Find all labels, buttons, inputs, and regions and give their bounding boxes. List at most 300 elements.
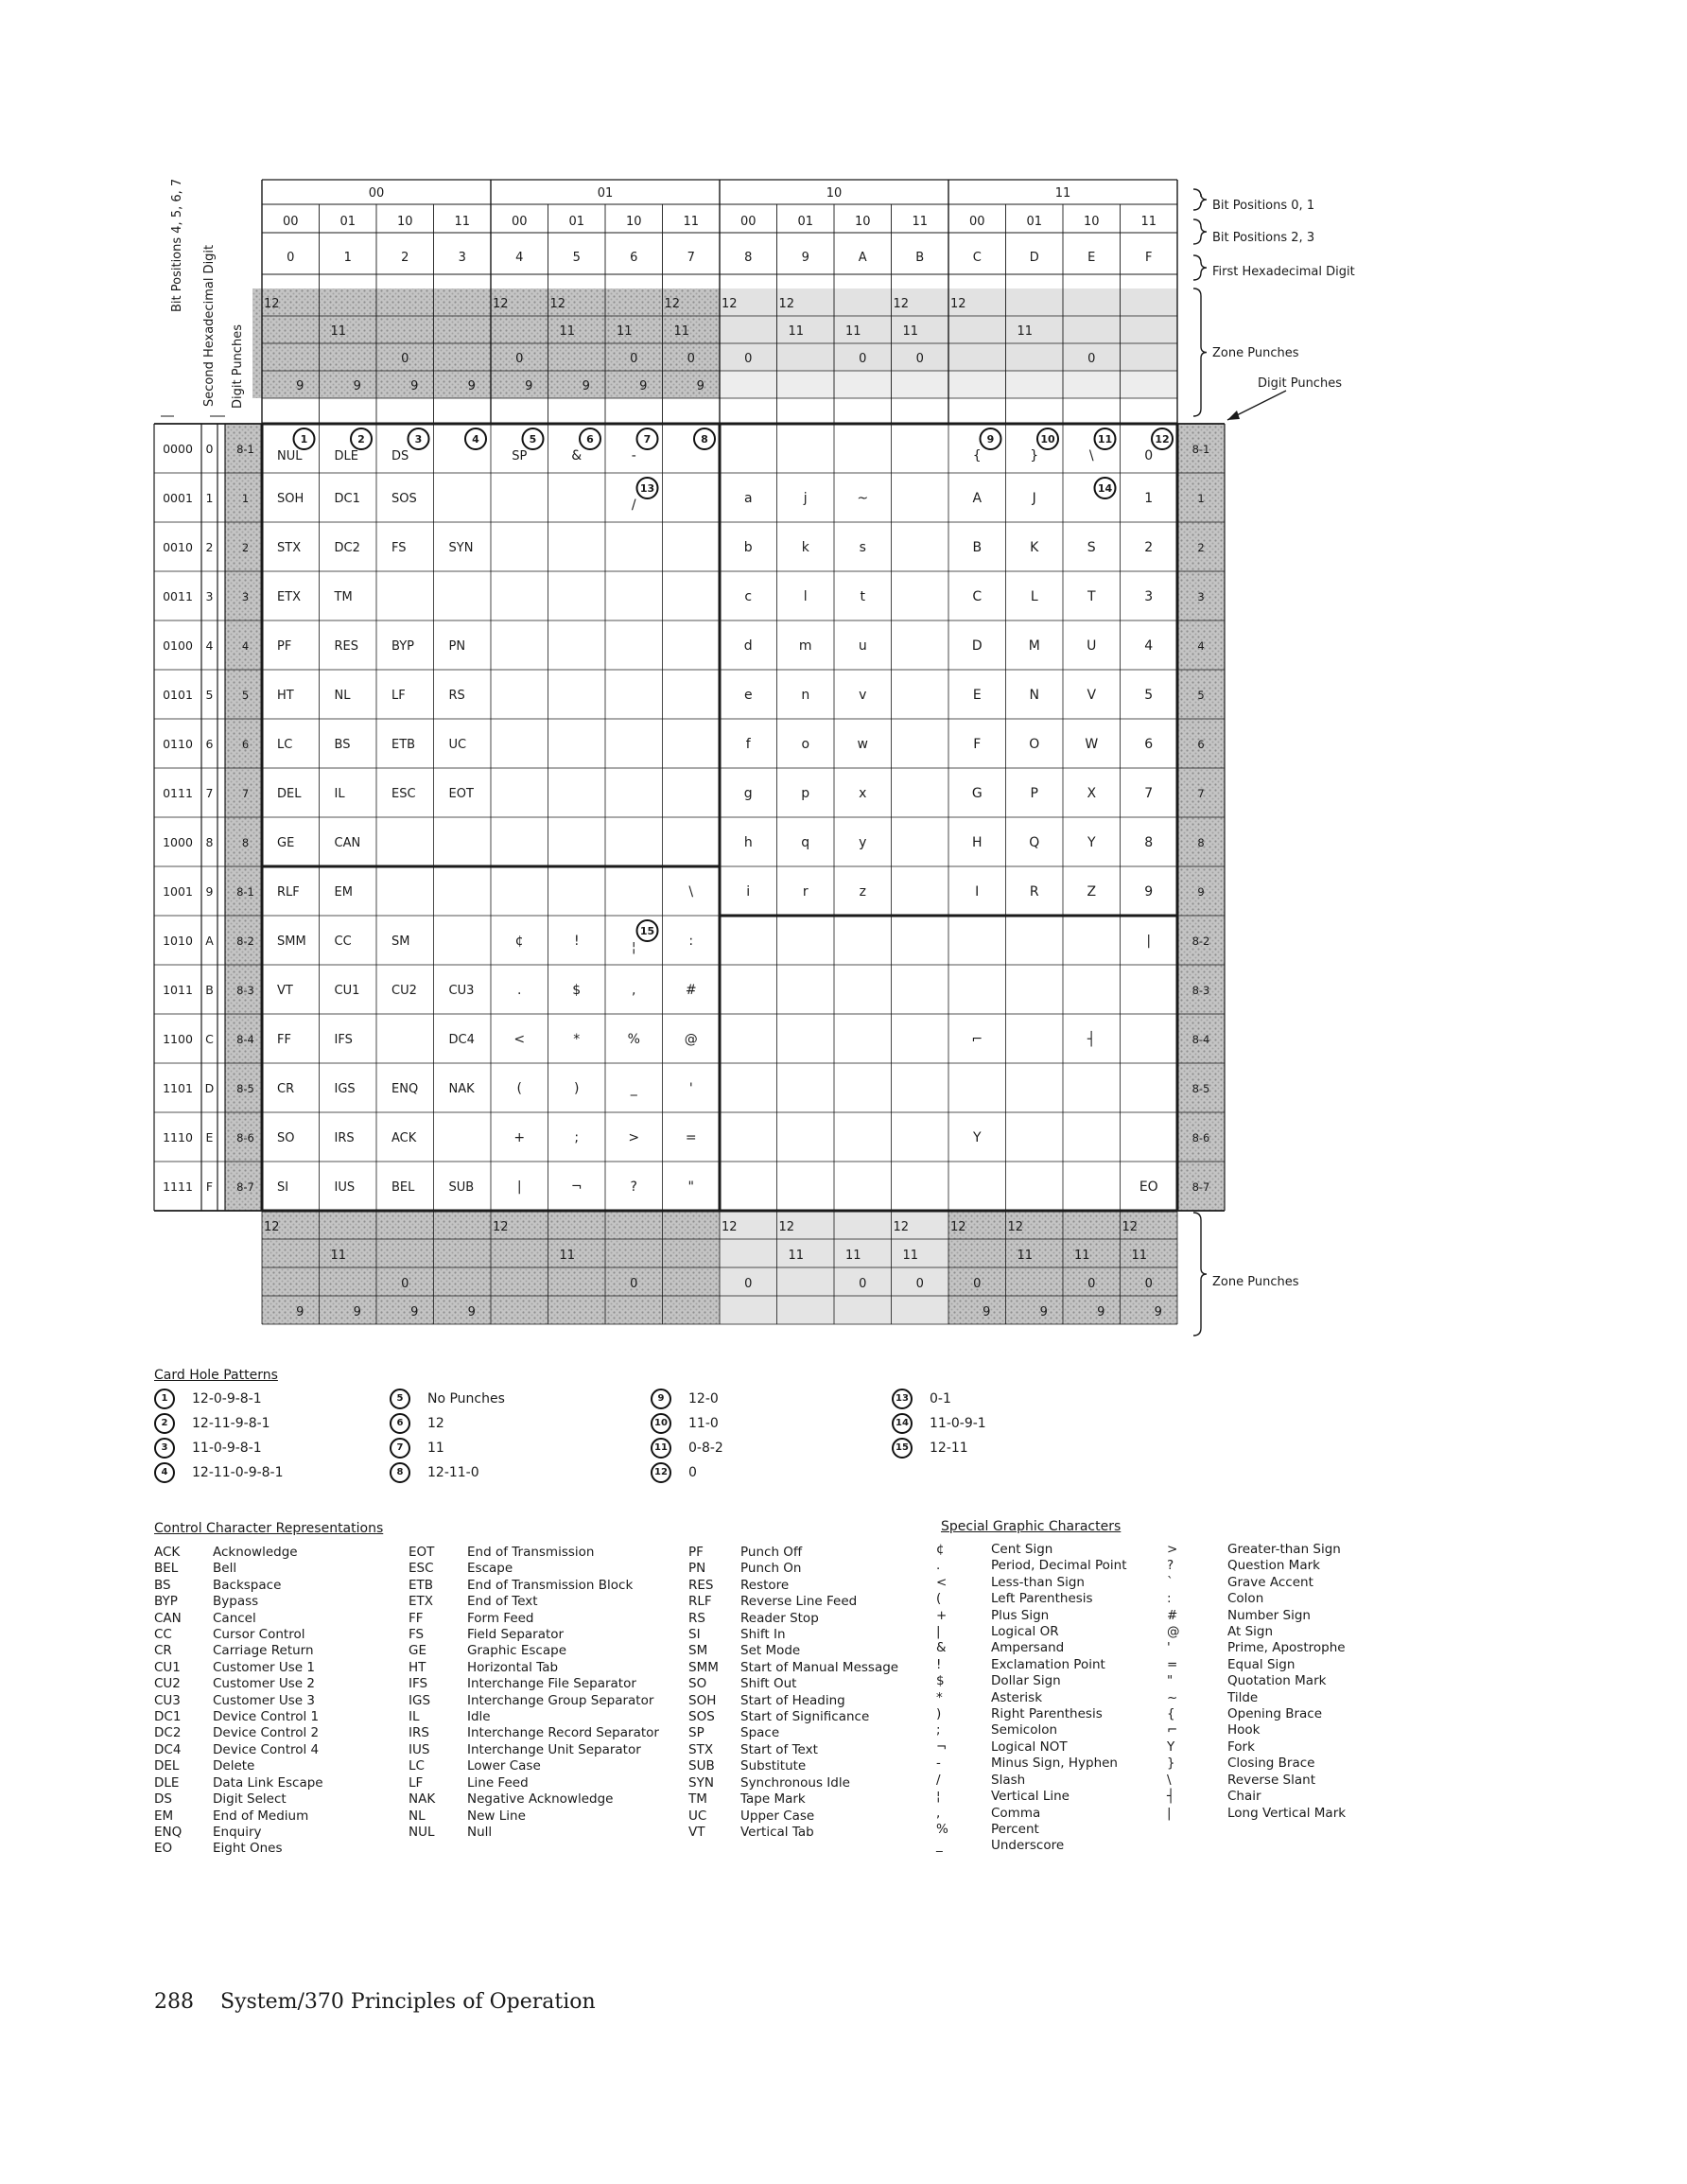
legend-key: PN: [688, 1561, 706, 1577]
page-footer: [154, 1990, 596, 2014]
legend-row: [154, 1775, 323, 1791]
digit-punch-value: 8-5: [236, 1082, 254, 1095]
digit-punches-side-label: Digit Punches: [231, 324, 245, 409]
bits-4567-value: 0001: [163, 491, 193, 505]
note-marker: 6: [390, 1413, 410, 1434]
legend-row: [409, 1545, 659, 1561]
code-cell: DC2: [334, 541, 360, 555]
note-marker-number: 5: [529, 433, 537, 446]
top-zone-punch: 11: [616, 324, 633, 339]
code-cell: SOH: [277, 492, 304, 506]
code-cell: NAK: [448, 1082, 475, 1096]
code-cell: k: [801, 540, 809, 555]
digit-punch-right-value: 8-5: [1191, 1082, 1210, 1095]
code-cell: BS: [334, 738, 351, 752]
top-zone-punch: 12: [263, 297, 280, 311]
card-hole-item: [651, 1413, 719, 1434]
code-cell: b: [743, 540, 753, 555]
legend-desc: Carriage Return: [213, 1643, 314, 1659]
legend-key: _: [936, 1838, 943, 1854]
legend-key: BYP: [154, 1594, 178, 1610]
legend-key: STX: [688, 1741, 714, 1757]
legend-row: [154, 1758, 323, 1774]
code-cell: RES: [334, 639, 358, 654]
bottom-zone-punch: 11: [330, 1249, 347, 1263]
code-cell: ¦: [631, 940, 636, 955]
code-cell: BYP: [391, 639, 414, 654]
legend-desc: Grave Accent: [1227, 1574, 1313, 1590]
code-cell: \: [1088, 448, 1094, 463]
digit-punch-right-value: 8-2: [1191, 935, 1210, 948]
note-marker-number: 3: [414, 433, 423, 446]
bottom-zone-punch: 0: [1087, 1277, 1096, 1291]
legend-key: CU3: [154, 1692, 181, 1708]
bottom-zone-punch: 0: [1144, 1277, 1153, 1291]
legend-key: BS: [154, 1577, 171, 1593]
legend-row: [688, 1660, 898, 1676]
card-hole-pattern: 0-8-2: [688, 1441, 723, 1456]
card-hole-item: [892, 1438, 968, 1459]
legend-key: &: [936, 1640, 947, 1656]
code-cell: SMM: [277, 935, 306, 949]
code-cell: EM: [334, 885, 353, 900]
bits-4567-value: 0100: [163, 638, 193, 653]
top-zone-punch: 0: [630, 352, 638, 366]
code-cell: ;: [574, 1130, 580, 1145]
bit23-value: 11: [454, 215, 471, 229]
bottom-zone-punch: 11: [844, 1249, 861, 1263]
control-chars-title: Control Character Representations: [154, 1521, 384, 1536]
note-marker-number: 11: [1097, 433, 1113, 446]
bottom-zone-punch: 0: [973, 1277, 982, 1291]
special-chars-title: Special Graphic Characters: [941, 1519, 1122, 1534]
code-cell: FS: [391, 541, 407, 555]
legend-desc: Shift Out: [740, 1676, 797, 1692]
bottom-zone-punch: 0: [401, 1277, 409, 1291]
digit-punch-right-value: 8-3: [1191, 984, 1210, 997]
code-cell: 6: [1144, 737, 1154, 752]
bits-4567-value: 1010: [163, 934, 193, 948]
legend-desc: Equal Sign: [1227, 1656, 1296, 1672]
legend-row: [1167, 1608, 1346, 1624]
legend-key: SUB: [688, 1758, 715, 1774]
digit-punch-right-value: 7: [1197, 787, 1205, 800]
legend-row: [688, 1561, 898, 1577]
legend-desc: Comma: [991, 1805, 1041, 1821]
legend-desc: Restore: [740, 1577, 790, 1593]
legend-desc: Field Separator: [467, 1627, 565, 1643]
code-cell: u: [858, 638, 867, 654]
legend-desc: Upper Case: [740, 1808, 815, 1824]
digit-punch-right-value: 9: [1197, 885, 1205, 899]
legend-row: [409, 1758, 659, 1774]
legend-desc: Cent Sign: [991, 1542, 1053, 1557]
legend-row: [936, 1542, 1127, 1558]
bit23-value: 00: [968, 215, 985, 229]
note-marker-number: 4: [472, 433, 479, 446]
code-cell: DS: [391, 449, 409, 463]
legend-row: [936, 1608, 1127, 1624]
digit-punch-value: 1: [241, 492, 250, 505]
code-cell: DLE: [334, 449, 358, 463]
legend-key: #: [1167, 1607, 1178, 1623]
code-cell: s: [859, 540, 866, 555]
legend-key: |: [1167, 1805, 1172, 1821]
code-cell: |: [516, 1179, 522, 1195]
legend-key: FS: [409, 1627, 425, 1643]
code-cell: q: [801, 835, 810, 850]
legend-desc: Enquiry: [213, 1824, 262, 1840]
first-hex-value: 1: [343, 251, 352, 265]
second-hex-value: 4: [205, 638, 214, 653]
legend-desc: Graphic Escape: [467, 1643, 567, 1659]
code-cell: 8: [1144, 835, 1154, 850]
code-cell: VT: [277, 984, 293, 998]
top-zone-punch: 12: [492, 297, 509, 311]
code-cell: IRS: [334, 1131, 355, 1145]
second-hex-value: E: [205, 1130, 214, 1144]
code-cell: _: [630, 1081, 637, 1096]
code-cell: Z: [1087, 884, 1097, 900]
legend-desc: Slash: [991, 1772, 1026, 1788]
code-cell: z: [859, 884, 866, 900]
brace-bit23: [1193, 219, 1207, 244]
bit23-value: 11: [1140, 215, 1157, 229]
bit23-value: 10: [1083, 215, 1100, 229]
legend-desc: Idle: [467, 1709, 491, 1725]
legend-desc: Hook: [1227, 1722, 1261, 1738]
code-cell: 4: [1144, 638, 1154, 654]
code-cell: =: [685, 1130, 697, 1145]
legend-row: [409, 1693, 659, 1709]
top-zone-punch: 9: [410, 379, 419, 393]
legend-row: [1167, 1789, 1346, 1805]
legend-row: [154, 1725, 323, 1741]
second-hex-value: 8: [205, 835, 214, 849]
code-cell: J: [1032, 491, 1036, 506]
legend-row: [154, 1808, 323, 1825]
legend-row: [936, 1673, 1127, 1689]
legend-row: [409, 1825, 659, 1841]
code-cell: 0: [1144, 448, 1154, 463]
legend-key: SYN: [688, 1774, 714, 1791]
legend-row: [936, 1640, 1127, 1656]
note-marker-number: 1: [300, 433, 308, 446]
legend-key: NAK: [409, 1791, 436, 1808]
legend-desc: Less-than Sign: [991, 1574, 1085, 1590]
top-zone-punch: 11: [330, 324, 347, 339]
legend-key: IUS: [409, 1741, 430, 1757]
first-hex-value: 5: [572, 251, 581, 265]
top-zone-punch: 12: [664, 297, 681, 311]
code-cell: ~: [857, 491, 869, 506]
top-zone-punch: 9: [696, 379, 704, 393]
card-hole-pattern: No Punches: [427, 1391, 505, 1406]
code-cell: (: [516, 1081, 522, 1096]
top-zone-punch: 0: [687, 352, 695, 366]
bit23-value: 10: [396, 215, 413, 229]
legend-key: ": [1167, 1673, 1174, 1689]
legend-key: UC: [688, 1808, 707, 1824]
legend-key: NL: [409, 1808, 426, 1824]
legend-key: CR: [154, 1643, 172, 1659]
code-cell: N: [1029, 688, 1039, 703]
legend-row: [688, 1808, 898, 1825]
digit-punch-right-value: 2: [1197, 541, 1205, 554]
bottom-zone-punch: 12: [263, 1220, 280, 1234]
legend-desc: Punch Off: [740, 1545, 803, 1560]
legend-desc: Plus Sign: [991, 1607, 1050, 1623]
code-cell: %: [627, 1032, 640, 1047]
legend-row: [1167, 1575, 1346, 1591]
legend-key: RS: [688, 1610, 705, 1626]
legend-key: ETX: [409, 1594, 434, 1610]
card-hole-item: [390, 1413, 444, 1434]
legend-desc: Start of Significance: [740, 1709, 870, 1725]
legend-row: [1167, 1558, 1346, 1574]
second-hex-value: D: [204, 1081, 215, 1095]
digit-punch-right-value: 8: [1197, 836, 1205, 849]
legend-row: [688, 1545, 898, 1561]
code-cell: p: [801, 786, 810, 801]
legend-desc: Period, Decimal Point: [991, 1558, 1127, 1574]
legend-desc: Prime, Apostrophe: [1227, 1640, 1346, 1656]
legend-key: <: [936, 1574, 948, 1590]
legend-key: ): [936, 1706, 942, 1722]
legend-desc: Customer Use 1: [213, 1659, 315, 1675]
legend-desc: At Sign: [1227, 1624, 1274, 1640]
digit-punch-value: 4: [241, 639, 250, 653]
note-marker: 4: [154, 1462, 175, 1483]
note-marker: 2: [154, 1413, 175, 1434]
legend-row: [1167, 1591, 1346, 1607]
bit23-value: 01: [1026, 215, 1043, 229]
card-hole-pattern: 11-0: [688, 1416, 719, 1431]
legend-desc: Logical NOT: [991, 1738, 1068, 1755]
bottom-zone-punch: 9: [1039, 1305, 1048, 1319]
legend-desc: Customer Use 2: [213, 1676, 315, 1692]
code-cell: o: [801, 737, 810, 752]
legend-desc: Number Sign: [1227, 1607, 1311, 1623]
code-cell: SYN: [448, 541, 474, 555]
legend-row: [154, 1841, 323, 1857]
digit-punch-value: 5: [241, 689, 250, 702]
code-cell: O: [1029, 737, 1040, 752]
second-hex-digit-label: Second Hexadecimal Digit: [202, 244, 217, 407]
legend-key: CC: [154, 1627, 172, 1643]
legend-desc: Cursor Control: [213, 1627, 305, 1643]
code-cell: UC: [448, 738, 467, 752]
legend-row: [688, 1775, 898, 1791]
control-chars-col3: [688, 1545, 898, 1841]
digit-punch-value: 8-2: [236, 935, 254, 948]
legend-desc: Lower Case: [467, 1758, 541, 1774]
second-hex-value: 0: [205, 442, 214, 456]
code-cell: v: [859, 688, 867, 703]
legend-desc: Exclamation Point: [991, 1656, 1105, 1672]
bottom-zone-punch: 11: [788, 1249, 805, 1263]
code-cell: c: [744, 589, 753, 604]
bits-4567-value: 0011: [163, 589, 193, 603]
legend-row: [154, 1578, 323, 1594]
legend-key: RLF: [688, 1594, 712, 1610]
card-hole-item: [651, 1462, 697, 1483]
legend-desc: Minus Sign, Hyphen: [991, 1756, 1118, 1772]
code-cell: h: [743, 835, 753, 850]
code-cell: STX: [277, 541, 302, 555]
code-cell: C: [972, 589, 983, 604]
legend-row: [154, 1594, 323, 1610]
digit-punch-value: 3: [241, 590, 250, 603]
legend-key: ': [1167, 1640, 1171, 1656]
card-hole-pattern: 12-11-0: [427, 1465, 479, 1480]
first-hex-value: 3: [458, 251, 466, 265]
legend-desc: Reverse Slant: [1227, 1772, 1315, 1788]
legend-row: [688, 1627, 898, 1643]
bottom-zone-punch: 11: [1017, 1249, 1034, 1263]
page-number: 288: [154, 1990, 194, 2014]
legend-row: [154, 1611, 323, 1627]
bit23-value: 01: [568, 215, 585, 229]
legend-row: [1167, 1640, 1346, 1656]
code-cell: CU1: [334, 984, 360, 998]
legend-desc: Opening Brace: [1227, 1706, 1323, 1722]
legend-row: [1167, 1690, 1346, 1706]
legend-key: ┤: [1167, 1789, 1175, 1805]
legend-key: LF: [409, 1774, 424, 1791]
bottom-zone-punch: 11: [902, 1249, 919, 1263]
digit-punch-value: 7: [241, 787, 250, 800]
top-zone-punch: 11: [902, 324, 919, 339]
top-zone-punch: 0: [915, 352, 924, 366]
code-cell: ': [688, 1081, 693, 1096]
legend-row: [154, 1676, 323, 1692]
code-cell: {: [972, 448, 982, 463]
legend-row: [688, 1594, 898, 1610]
legend-key: ⌐: [1167, 1722, 1178, 1738]
legend-row: [1167, 1739, 1346, 1756]
digit-punch-value: 2: [241, 541, 250, 554]
digit-punch-right-value: 8-1: [1191, 443, 1210, 456]
top-zone-punch: 0: [859, 352, 867, 366]
digit-punches-label: Digit Punches: [1258, 376, 1342, 391]
digit-punch-right-value: 3: [1197, 590, 1205, 603]
second-hex-value: 3: [205, 589, 214, 603]
legend-desc: Synchronous Idle: [740, 1774, 850, 1791]
legend-row: [936, 1690, 1127, 1706]
digit-punch-value: 8-3: [236, 984, 254, 997]
card-hole-pattern: 12-11-0-9-8-1: [192, 1465, 284, 1480]
legend-row: [1167, 1542, 1346, 1558]
note-marker: 1: [154, 1389, 175, 1409]
legend-row: [154, 1660, 323, 1676]
bits-4567-value: 0010: [163, 540, 193, 554]
code-cell: 5: [1144, 688, 1154, 703]
bottom-zone-punch: 0: [744, 1277, 753, 1291]
top-zone-punch: 11: [559, 324, 576, 339]
legend-key: BEL: [154, 1561, 179, 1577]
legend-desc: Underscore: [991, 1838, 1065, 1854]
special-chars-col2: [1167, 1542, 1346, 1822]
code-cell: H: [971, 835, 983, 850]
legend-key: SP: [688, 1725, 704, 1741]
document-title: System/370 Principles of Operation: [220, 1990, 596, 2014]
bottom-zone-punch: 12: [1007, 1220, 1024, 1234]
bits-4567-value: 0110: [163, 737, 193, 751]
code-cell: G: [971, 786, 983, 801]
legend-desc: Logical OR: [991, 1624, 1059, 1640]
legend-desc: Negative Acknowledge: [467, 1791, 614, 1808]
legend-desc: Set Mode: [740, 1643, 801, 1659]
top-zone-punch: 12: [893, 297, 910, 311]
legend-key: +: [936, 1607, 948, 1623]
legend-row: [936, 1575, 1127, 1591]
legend-row: [688, 1791, 898, 1808]
legend-desc: Interchange Record Separator: [467, 1725, 659, 1741]
code-cell: .: [517, 983, 522, 998]
legend-row: [936, 1706, 1127, 1722]
top-zone-punch: 11: [673, 324, 690, 339]
legend-key: ETB: [409, 1577, 434, 1593]
legend-row: [154, 1825, 323, 1841]
second-hex-value: 2: [205, 540, 214, 554]
code-cell: IL: [334, 787, 345, 801]
legend-desc: Tilde: [1227, 1689, 1259, 1705]
code-cell: D: [971, 638, 983, 654]
legend-desc: Question Mark: [1227, 1558, 1320, 1574]
note-marker: 3: [154, 1438, 175, 1459]
legend-desc: Tape Mark: [740, 1791, 806, 1808]
bottom-zone-punch: 0: [859, 1277, 867, 1291]
top-zone-punch: 0: [1087, 352, 1096, 366]
bits-4567-value: 1011: [163, 983, 193, 997]
legend-key: SOH: [688, 1692, 717, 1708]
code-cell: SUB: [448, 1180, 475, 1195]
legend-key: $: [936, 1673, 945, 1689]
note-marker-number: 13: [639, 482, 655, 495]
note-marker-number: 14: [1097, 482, 1113, 495]
legend-desc: Start of Text: [740, 1741, 818, 1757]
card-hole-item: [892, 1413, 986, 1434]
legend-desc: Vertical Tab: [740, 1824, 814, 1840]
legend-desc: Asterisk: [991, 1689, 1043, 1705]
legend-row: [1167, 1673, 1346, 1689]
card-hole-item: [390, 1438, 444, 1459]
code-cell: TM: [334, 590, 353, 604]
code-cell: HT: [277, 689, 294, 703]
code-cell: ENQ: [391, 1082, 419, 1096]
card-hole-item: [651, 1389, 719, 1409]
note-marker: 5: [390, 1389, 410, 1409]
digit-punch-right-value: 1: [1197, 492, 1205, 505]
legend-desc: Bell: [213, 1561, 237, 1577]
zone-punches-label: Zone Punches: [1212, 346, 1299, 360]
legend-row: [688, 1709, 898, 1725]
legend-row: [409, 1676, 659, 1692]
code-cell: >: [628, 1130, 640, 1145]
brace-zone-punches: [1193, 288, 1207, 416]
bit23-value: 00: [282, 215, 299, 229]
code-cell: U: [1087, 638, 1097, 654]
code-cell: CC: [334, 935, 352, 949]
legend-key: DC1: [154, 1709, 182, 1725]
legend-key: EM: [154, 1808, 174, 1824]
code-cell: y: [859, 835, 867, 850]
legend-desc: Punch On: [740, 1561, 802, 1577]
note-marker-number: 9: [986, 433, 995, 446]
card-hole-item: [154, 1462, 284, 1483]
legend-key: IRS: [409, 1725, 429, 1741]
